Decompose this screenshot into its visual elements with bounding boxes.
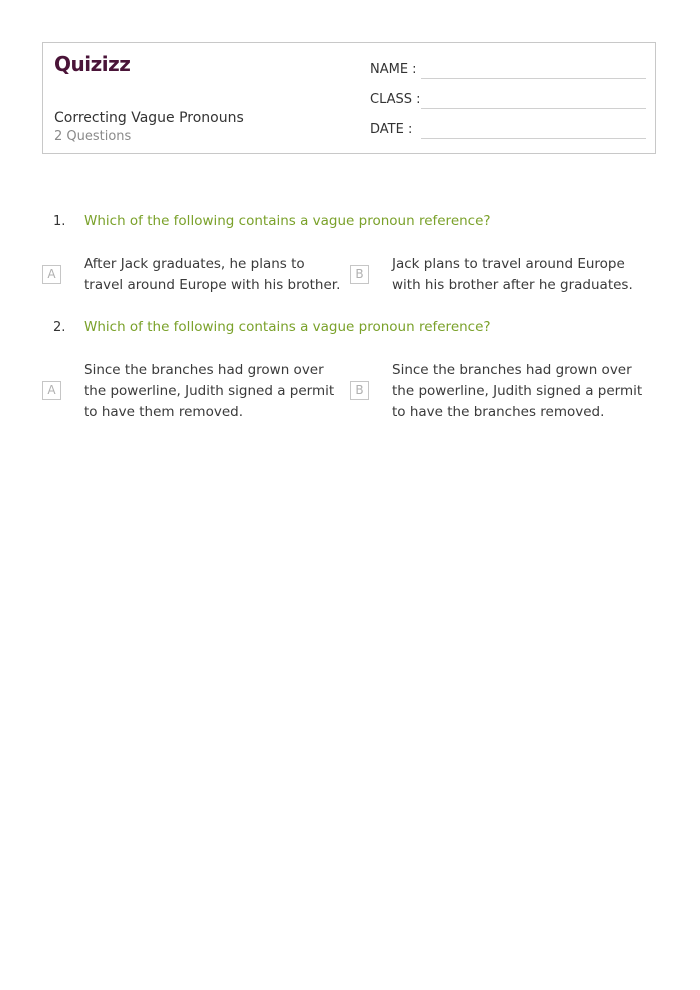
question-text: Which of the following contains a vague pronoun reference? xyxy=(84,213,491,229)
option-text: Jack plans to travel around Europe with his brother after he graduates. xyxy=(392,256,633,293)
date-field[interactable] xyxy=(370,119,646,139)
question-number: 2. xyxy=(53,320,66,335)
option-letter-box[interactable]: B xyxy=(350,381,369,400)
quizizz-logo: Quizizz xyxy=(54,52,131,76)
worksheet-header xyxy=(42,42,656,154)
option-letter-box[interactable]: B xyxy=(350,265,369,284)
class-field[interactable] xyxy=(370,89,646,109)
option-text: After Jack graduates, he plans to travel around Europe with his brother. xyxy=(84,256,341,293)
class-line[interactable] xyxy=(421,108,646,109)
name-field[interactable] xyxy=(370,59,646,79)
question-count: 2 Questions xyxy=(54,129,132,144)
name-line[interactable] xyxy=(421,78,646,79)
worksheet-title: Correcting Vague Pronouns xyxy=(54,110,244,126)
date-line[interactable] xyxy=(421,138,646,139)
class-label: CLASS : xyxy=(370,92,421,107)
option-letter-box[interactable]: A xyxy=(42,381,61,400)
option-letter-box[interactable]: A xyxy=(42,265,61,284)
question-text: Which of the following contains a vague pronoun reference? xyxy=(84,319,491,335)
date-label: DATE : xyxy=(370,122,413,137)
question-number: 1. xyxy=(53,214,66,229)
name-label: NAME : xyxy=(370,62,417,77)
option-text: Since the branches had grown over the powerline, Judith signed a permit to have the branches removed. xyxy=(392,362,643,420)
option-text: Since the branches had grown over the powerline, Judith signed a permit to have them removed. xyxy=(84,362,335,420)
